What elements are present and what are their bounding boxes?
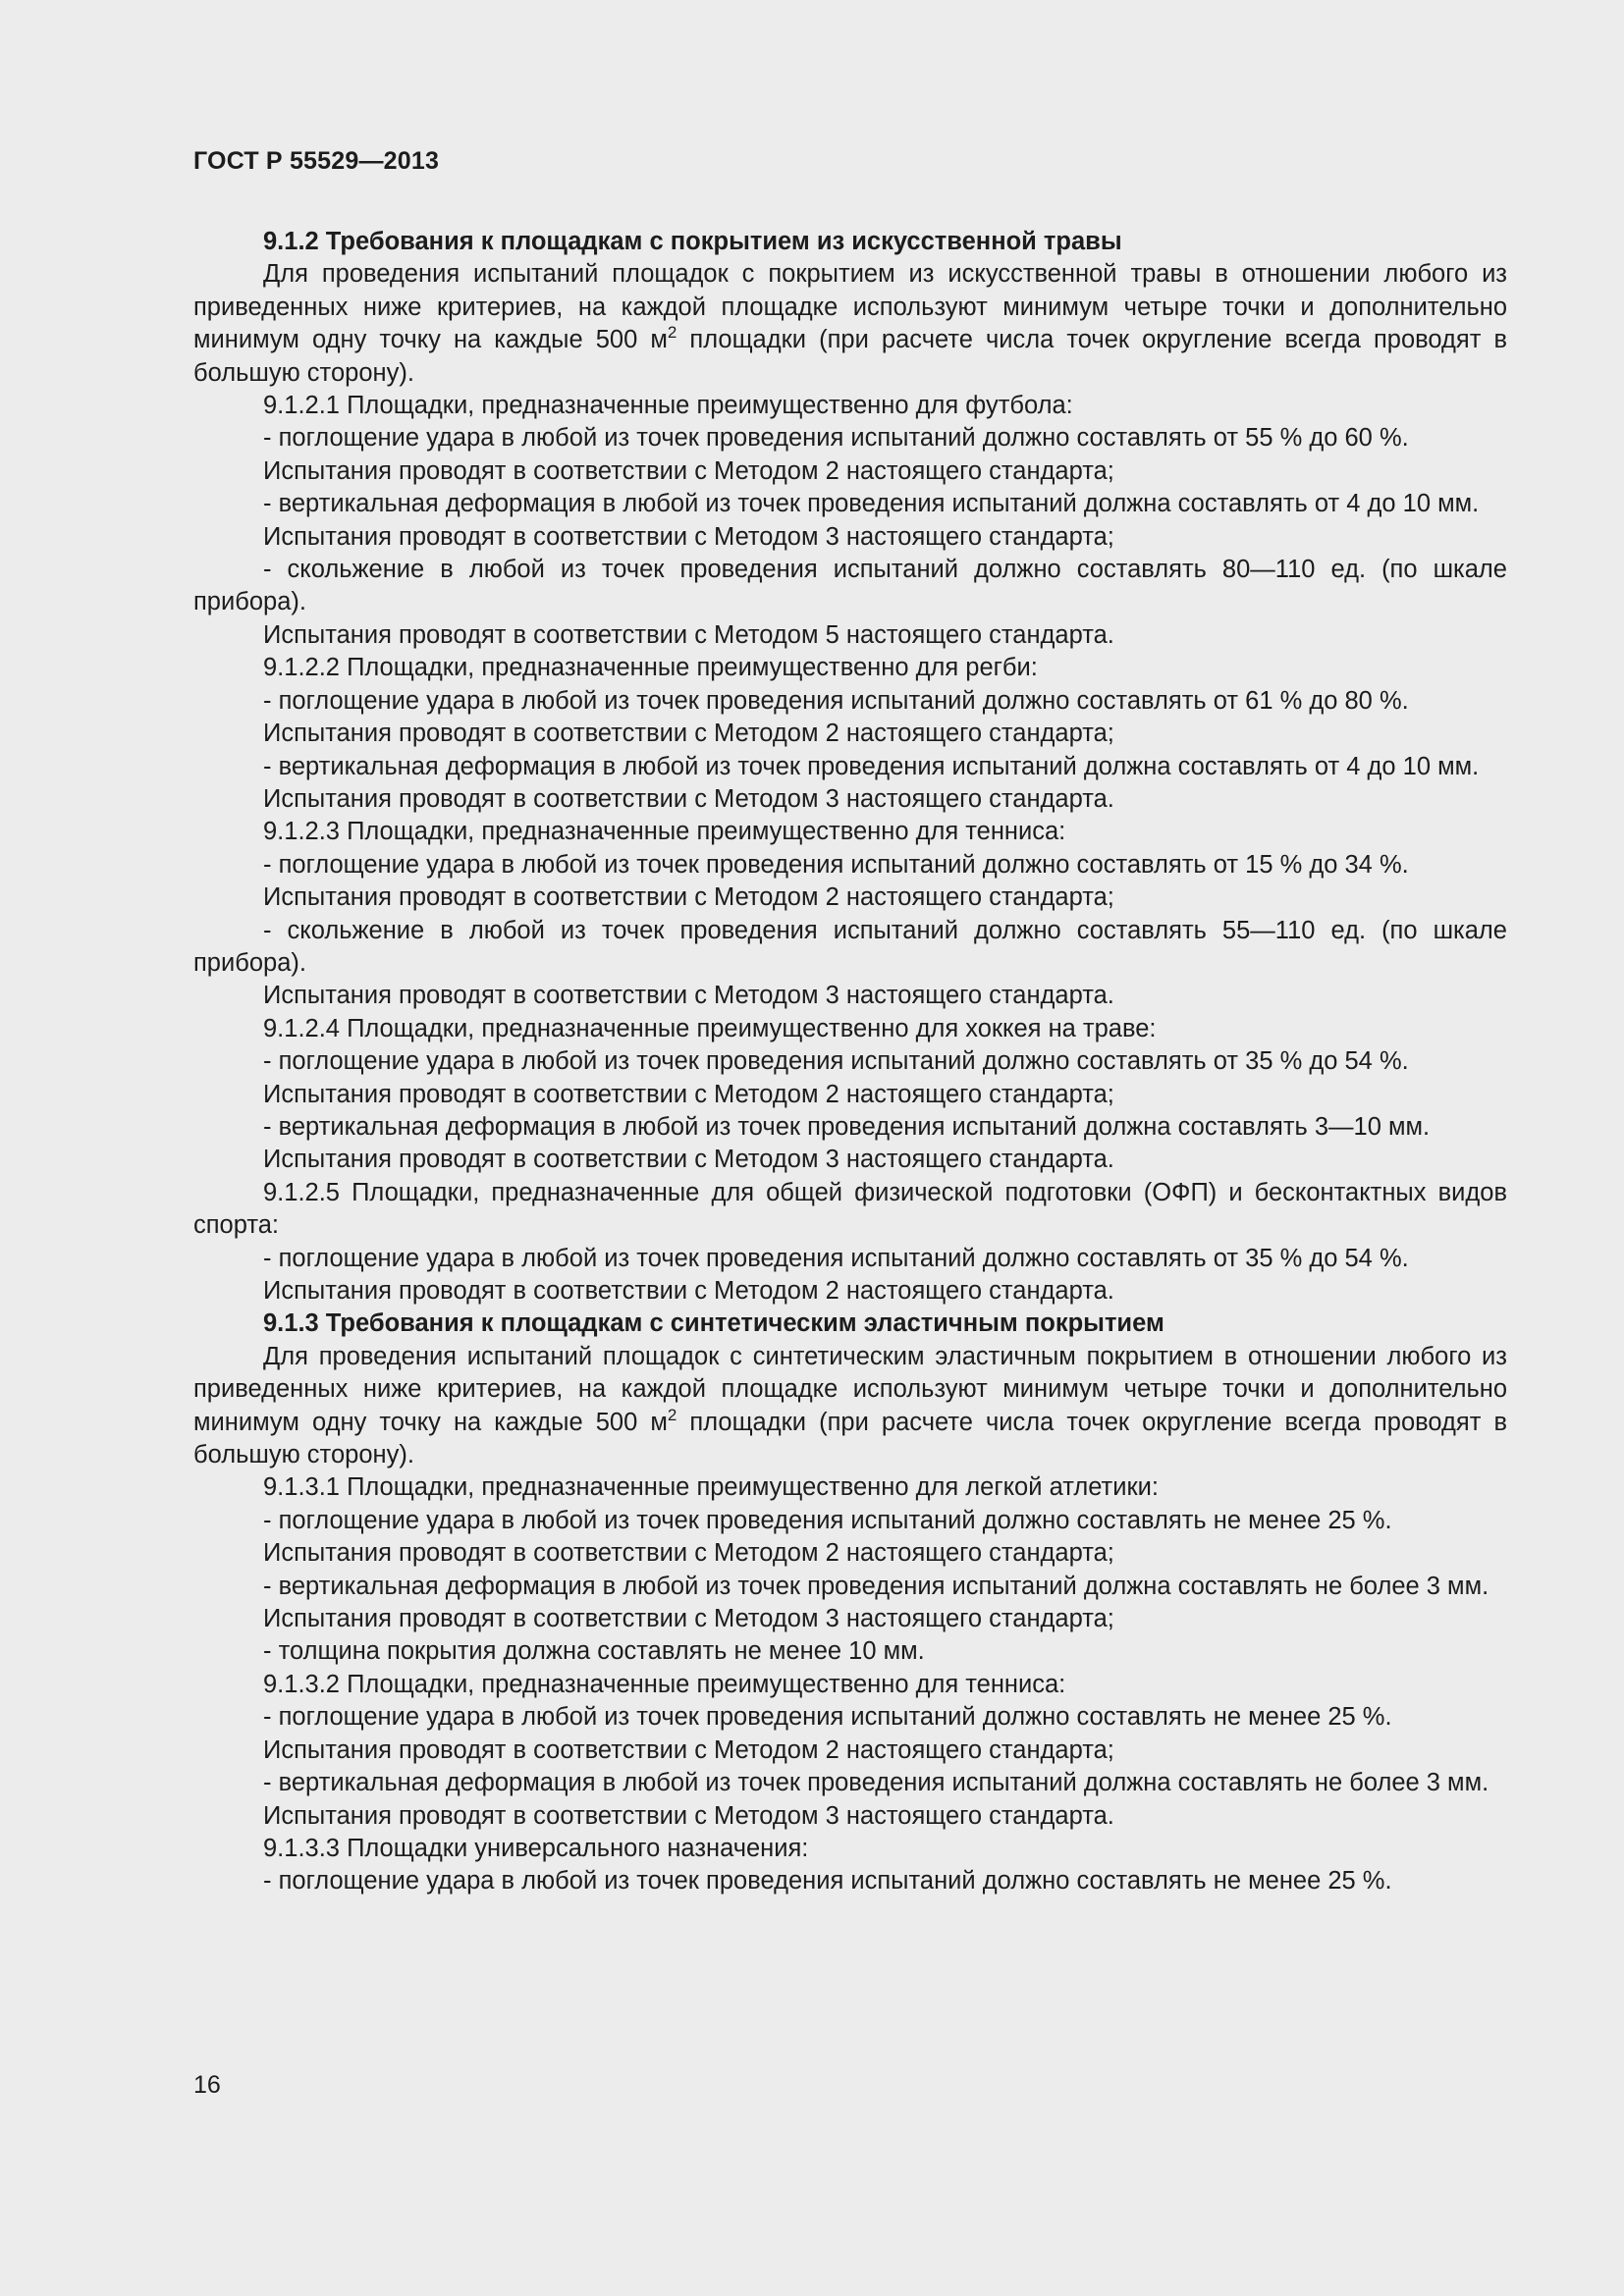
test-method-note: Испытания проводят в соответствии с Методом 2 настоящего стандарта; bbox=[263, 1539, 1114, 1568]
requirement-item: - поглощение удара в любой из точек проведения испытаний должно составлять не менее 25 %. bbox=[263, 1506, 1392, 1534]
test-method-note: Испытания проводят в соответствии с Методом 2 настоящего стандарта; bbox=[263, 720, 1114, 748]
requirement-item: - вертикальная деформация в любой из точек проведения испытаний должна составлять не более 3 мм. bbox=[263, 1769, 1489, 1797]
test-method-note: Испытания проводят в соответствии с Методом 3 настоящего стандарта. bbox=[263, 1146, 1114, 1174]
section-intro-9-1-3 bbox=[193, 1341, 1507, 1472]
test-method-note: Испытания проводят в соответствии с Методом 3 настоящего стандарта. bbox=[263, 784, 1114, 813]
requirement-item: - вертикальная деформация в любой из точек проведения испытаний должна составлять от 4 до 10 мм. bbox=[263, 490, 1480, 518]
intro-text-b: площадки (при расчете числа точек округление всегда проводят в большую сторону). bbox=[193, 1408, 1507, 1469]
section-intro-9-1-2 bbox=[193, 258, 1507, 390]
requirement-item: - поглощение удара в любой из точек проведения испытаний должно составлять от 55 % до 60 %. bbox=[263, 424, 1409, 453]
test-method-note: Испытания проводят в соответствии с Методом 5 настоящего стандарта. bbox=[263, 620, 1114, 649]
requirement-item: - поглощение удара в любой из точек проведения испытаний должно составлять от 15 % до 34 %. bbox=[263, 850, 1409, 879]
requirement-item: - скольжение в любой из точек проведения испытаний должно составлять 80—110 ед. (по шкале прибора). bbox=[193, 556, 1507, 616]
clause-title-9-1-2-4: 9.1.2.4 Площадки, предназначенные преимущественно для хоккея на траве: bbox=[263, 1014, 1157, 1042]
document-code-header: ГОСТ Р 55529—2013 bbox=[193, 147, 440, 175]
test-method-note: Испытания проводят в соответствии с Методом 3 настоящего стандарта. bbox=[263, 982, 1114, 1010]
document-body bbox=[193, 226, 1507, 1898]
requirement-item: - вертикальная деформация в любой из точек проведения испытаний должна составлять не более 3 мм. bbox=[263, 1572, 1489, 1600]
clause-title-9-1-3-3: 9.1.3.3 Площадки универсального назначения: bbox=[263, 1834, 809, 1862]
section-heading-9-1-2: 9.1.2 Требования к площадкам с покрытием из искусственной травы bbox=[263, 228, 1122, 255]
requirement-item: - толщина покрытия должна составлять не менее 10 мм. bbox=[263, 1637, 925, 1666]
requirement-item: - поглощение удара в любой из точек проведения испытаний должно составлять от 61 % до 80 %. bbox=[263, 686, 1409, 715]
superscript-2: 2 bbox=[667, 1405, 677, 1424]
requirement-item: - скольжение в любой из точек проведения испытаний должно составлять 55—110 ед. (по шкале прибора). bbox=[193, 916, 1507, 977]
intro-text-a: Для проведения испытаний площадок с покрытием из искусственной травы в отношении любого из приведенных ниже критериев, на каждой площадке используют минимум четыре точки и дополнительно минимум одну точку на каждые 500 м bbox=[193, 260, 1507, 354]
test-method-note: Испытания проводят в соответствии с Методом 3 настоящего стандарта. bbox=[263, 1801, 1114, 1830]
intro-text-a: Для проведения испытаний площадок с синтетическим эластичным покрытием в отношении любого из приведенных ниже критериев, на каждой площадке используют минимум четыре точки и дополнительно минимум одну точку на каждые 500 м bbox=[193, 1342, 1507, 1436]
requirement-item: - вертикальная деформация в любой из точек проведения испытаний должна составлять 3—10 мм. bbox=[263, 1112, 1431, 1141]
requirement-item: - поглощение удара в любой из точек проведения испытаний должно составлять не менее 25 %. bbox=[263, 1867, 1392, 1896]
clause-title-9-1-2-2: 9.1.2.2 Площадки, предназначенные преимущественно для регби: bbox=[263, 654, 1038, 682]
clause-title-9-1-3-1: 9.1.3.1 Площадки, предназначенные преимущественно для легкой атлетики: bbox=[263, 1473, 1159, 1502]
requirement-item: - поглощение удара в любой из точек проведения испытаний должно составлять от 35 % до 54 %. bbox=[263, 1047, 1409, 1076]
test-method-note: Испытания проводят в соответствии с Методом 3 настоящего стандарта; bbox=[263, 1605, 1114, 1633]
intro-text-b: площадки (при расчете числа точек округление всегда проводят в большую сторону). bbox=[193, 326, 1507, 387]
clause-title-9-1-3-2: 9.1.3.2 Площадки, предназначенные преимущественно для тенниса: bbox=[263, 1670, 1066, 1698]
test-method-note: Испытания проводят в соответствии с Методом 3 настоящего стандарта; bbox=[263, 522, 1114, 551]
clause-title-9-1-2-1: 9.1.2.1 Площадки, предназначенные преимущественно для футбола: bbox=[263, 392, 1073, 420]
test-method-note: Испытания проводят в соответствии с Методом 2 настоящего стандарта; bbox=[263, 456, 1114, 485]
test-method-note: Испытания проводят в соответствии с Методом 2 настоящего стандарта; bbox=[263, 1080, 1114, 1108]
clause-title-9-1-2-3: 9.1.2.3 Площадки, предназначенные преимущественно для тенниса: bbox=[263, 818, 1066, 846]
page-number: 16 bbox=[193, 2071, 221, 2099]
test-method-note: Испытания проводят в соответствии с Методом 2 настоящего стандарта; bbox=[263, 883, 1114, 912]
clause-title-9-1-2-5: 9.1.2.5 Площадки, предназначенные для общей физической подготовки (ОФП) и бесконтактных видов спорта: bbox=[193, 1178, 1507, 1240]
test-method-note: Испытания проводят в соответствии с Методом 2 настоящего стандарта; bbox=[263, 1735, 1114, 1764]
requirement-item: - поглощение удара в любой из точек проведения испытаний должно составлять не менее 25 %. bbox=[263, 1703, 1392, 1732]
test-method-note: Испытания проводят в соответствии с Методом 2 настоящего стандарта. bbox=[263, 1277, 1114, 1305]
superscript-2: 2 bbox=[667, 323, 677, 343]
section-heading-9-1-3: 9.1.3 Требования к площадкам с синтетическим эластичным покрытием bbox=[263, 1309, 1164, 1338]
requirement-item: - поглощение удара в любой из точек проведения испытаний должно составлять от 35 % до 54 %. bbox=[263, 1244, 1409, 1272]
requirement-item: - вертикальная деформация в любой из точек проведения испытаний должна составлять от 4 до 10 мм. bbox=[263, 752, 1480, 780]
